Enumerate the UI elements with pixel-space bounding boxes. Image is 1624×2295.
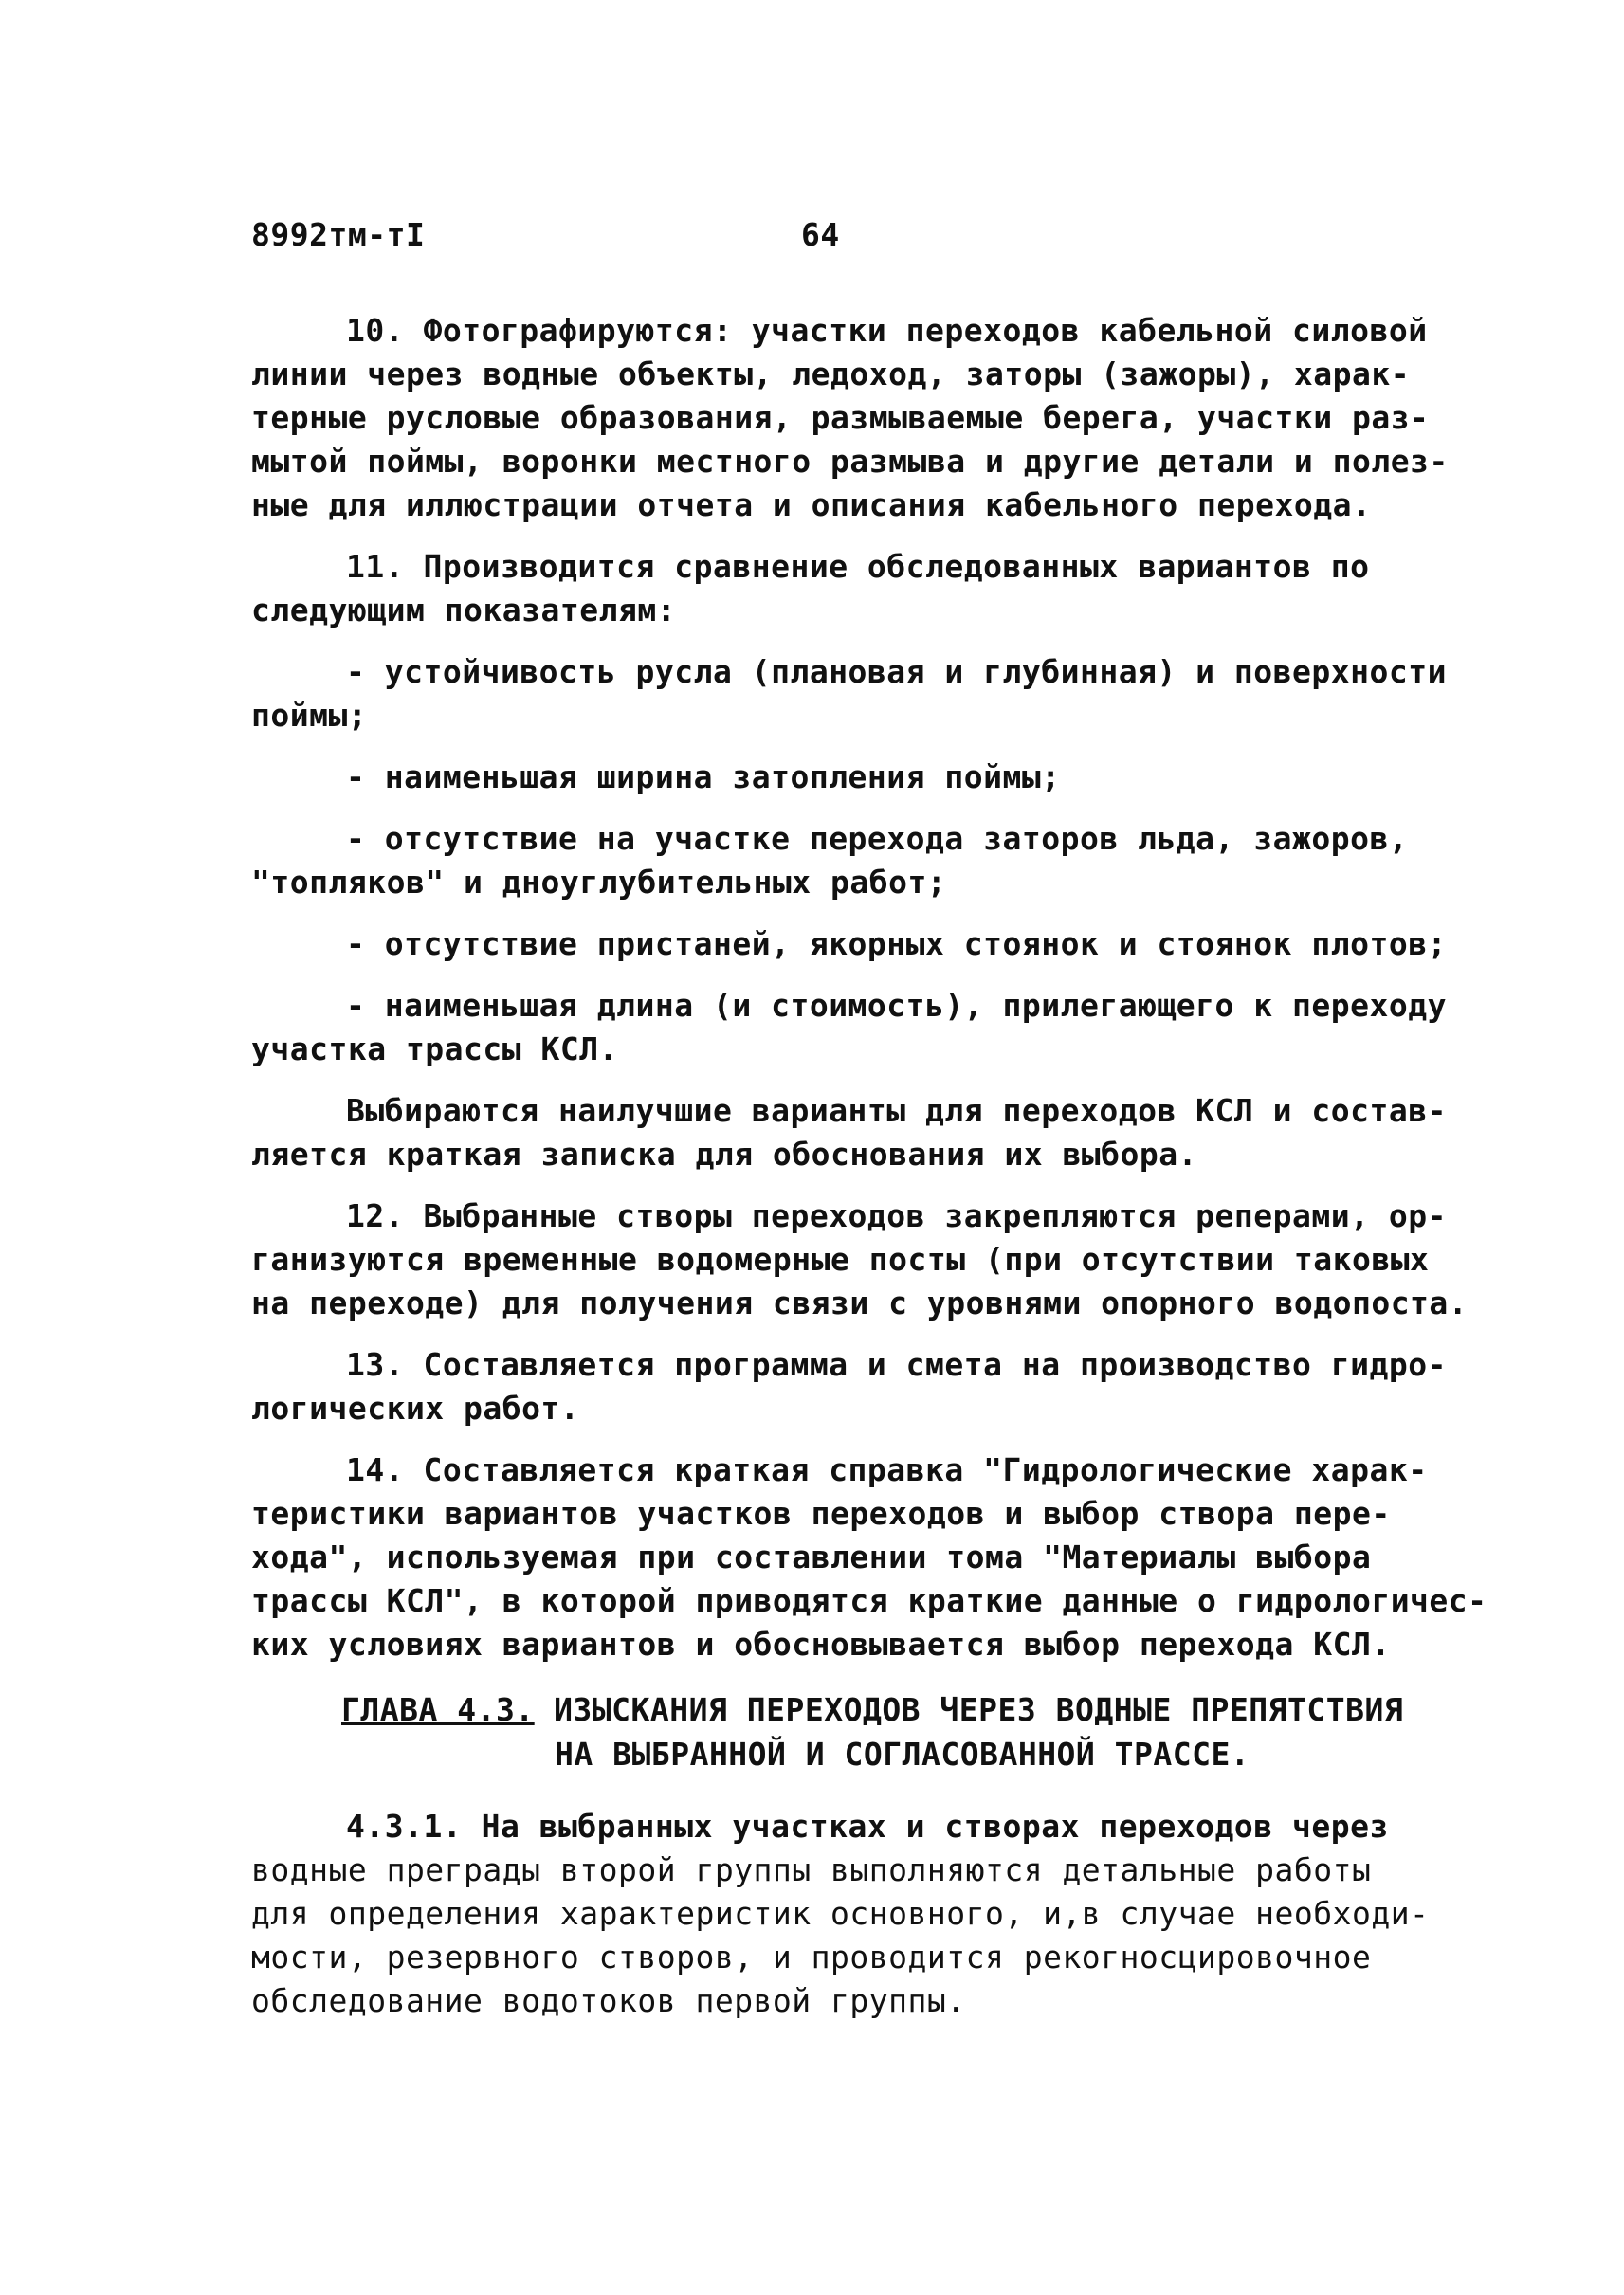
text-line: логических работ. xyxy=(251,1390,580,1427)
page-number: 64 xyxy=(801,216,840,253)
chapter-heading-line xyxy=(251,1687,1404,1732)
document-code: 8992тм-тI xyxy=(251,216,426,253)
text-line: ких условиях вариантов и обосновывается выбор перехода КСЛ. xyxy=(251,1626,1391,1663)
text-line: на переходе) для получения связи с уровнями опорного водопоста. xyxy=(251,1284,1469,1321)
text-line: мытой поймы, воронки местного размыва и другие детали и полез- xyxy=(251,443,1449,480)
chapter-title: ИЗЫСКАНИЯ ПЕРЕХОДОВ ЧЕРЕЗ ВОДНЫЕ ПРЕПЯТСТВИЯ xyxy=(554,1691,1404,1728)
text-line: поймы; xyxy=(251,697,368,734)
list-item-flood-width xyxy=(251,756,1379,799)
chapter-title-continued: НА ВЫБРАННОЙ И СОГЛАСОВАННОЙ ТРАССЕ. xyxy=(555,1736,1250,1773)
text-line: ганизуются временные водомерные посты (при отсутствии таковых xyxy=(251,1241,1430,1278)
text-line: - наименьшая длина (и стоимость), прилегающего к переходу xyxy=(346,987,1447,1024)
text-line: водные преграды второй группы выполняются детальные работы xyxy=(251,1851,1372,1888)
paragraph-14 xyxy=(251,1448,1487,1667)
text-line: 14. Составляется краткая справка "Гидрологические харак- xyxy=(346,1451,1428,1488)
text-line: - отсутствие на участке перехода заторов льда, зажоров, xyxy=(346,820,1409,857)
page-header xyxy=(251,216,1389,264)
list-item-ice-jams xyxy=(251,817,1409,904)
list-item-channel-stability xyxy=(251,650,1447,738)
paragraph-13 xyxy=(251,1343,1447,1430)
document-body xyxy=(251,309,1487,2041)
text-line: 4.3.1. На выбранных участках и створах переходов через xyxy=(346,1808,1389,1845)
chapter-heading xyxy=(251,1687,1404,1776)
text-line: Выбираются наилучшие варианты для переходов КСЛ и состав- xyxy=(346,1092,1447,1129)
text-line: хода", используемая при составлении тома "Материалы выбора xyxy=(251,1539,1372,1576)
text-line: - отсутствие пристаней, якорных стоянок и стоянок плотов; xyxy=(346,925,1447,962)
text-line: ляется краткая записка для обоснования их выбора. xyxy=(251,1136,1198,1173)
text-line: - устойчивость русла (плановая и глубинная) и поверхности xyxy=(346,653,1447,690)
list-item-piers xyxy=(251,922,1447,966)
text-line: следующим показателям: xyxy=(251,592,677,628)
text-line: обследование водотоков первой группы. xyxy=(251,1982,966,2019)
text-line: "топляков" и дноуглубительных работ; xyxy=(251,864,947,901)
chapter-number: ГЛАВА 4.3. xyxy=(341,1691,535,1728)
text-line: ные для иллюстрации отчета и описания кабельного перехода. xyxy=(251,486,1372,523)
text-line: для определения характеристик основного, и,в случае необходи- xyxy=(251,1895,1430,1932)
text-line: - наименьшая ширина затопления поймы; xyxy=(346,758,1061,795)
text-line: участка трассы КСЛ. xyxy=(251,1030,618,1067)
text-line: терные русловые образования, размываемые берега, участки раз- xyxy=(251,399,1430,436)
text-line: 12. Выбранные створы переходов закрепляются реперами, ор- xyxy=(346,1197,1447,1234)
list-item-route-length xyxy=(251,984,1447,1071)
text-line: линии через водные объекты, ледоход, заторы (зажоры), харак- xyxy=(251,355,1411,392)
text-line: трассы КСЛ", в которой приводятся краткие данные о гидрологичес- xyxy=(251,1582,1487,1619)
paragraph-best-variants xyxy=(251,1089,1447,1176)
paragraph-10 xyxy=(251,309,1449,527)
paragraph-4-3-1 xyxy=(251,1805,1430,2023)
text-line: 10. Фотографируются: участки переходов кабельной силовой xyxy=(346,312,1428,349)
text-line: мости, резервного створов, и проводится рекогносцировочное xyxy=(251,1939,1372,1976)
paragraph-12 xyxy=(251,1194,1469,1325)
text-line: теристики вариантов участков переходов и выбор створа пере- xyxy=(251,1495,1391,1532)
text-line: 11. Производится сравнение обследованных вариантов по xyxy=(346,548,1370,585)
paragraph-11 xyxy=(251,545,1379,632)
text-line: 13. Составляется программа и смета на производство гидро- xyxy=(346,1346,1447,1383)
